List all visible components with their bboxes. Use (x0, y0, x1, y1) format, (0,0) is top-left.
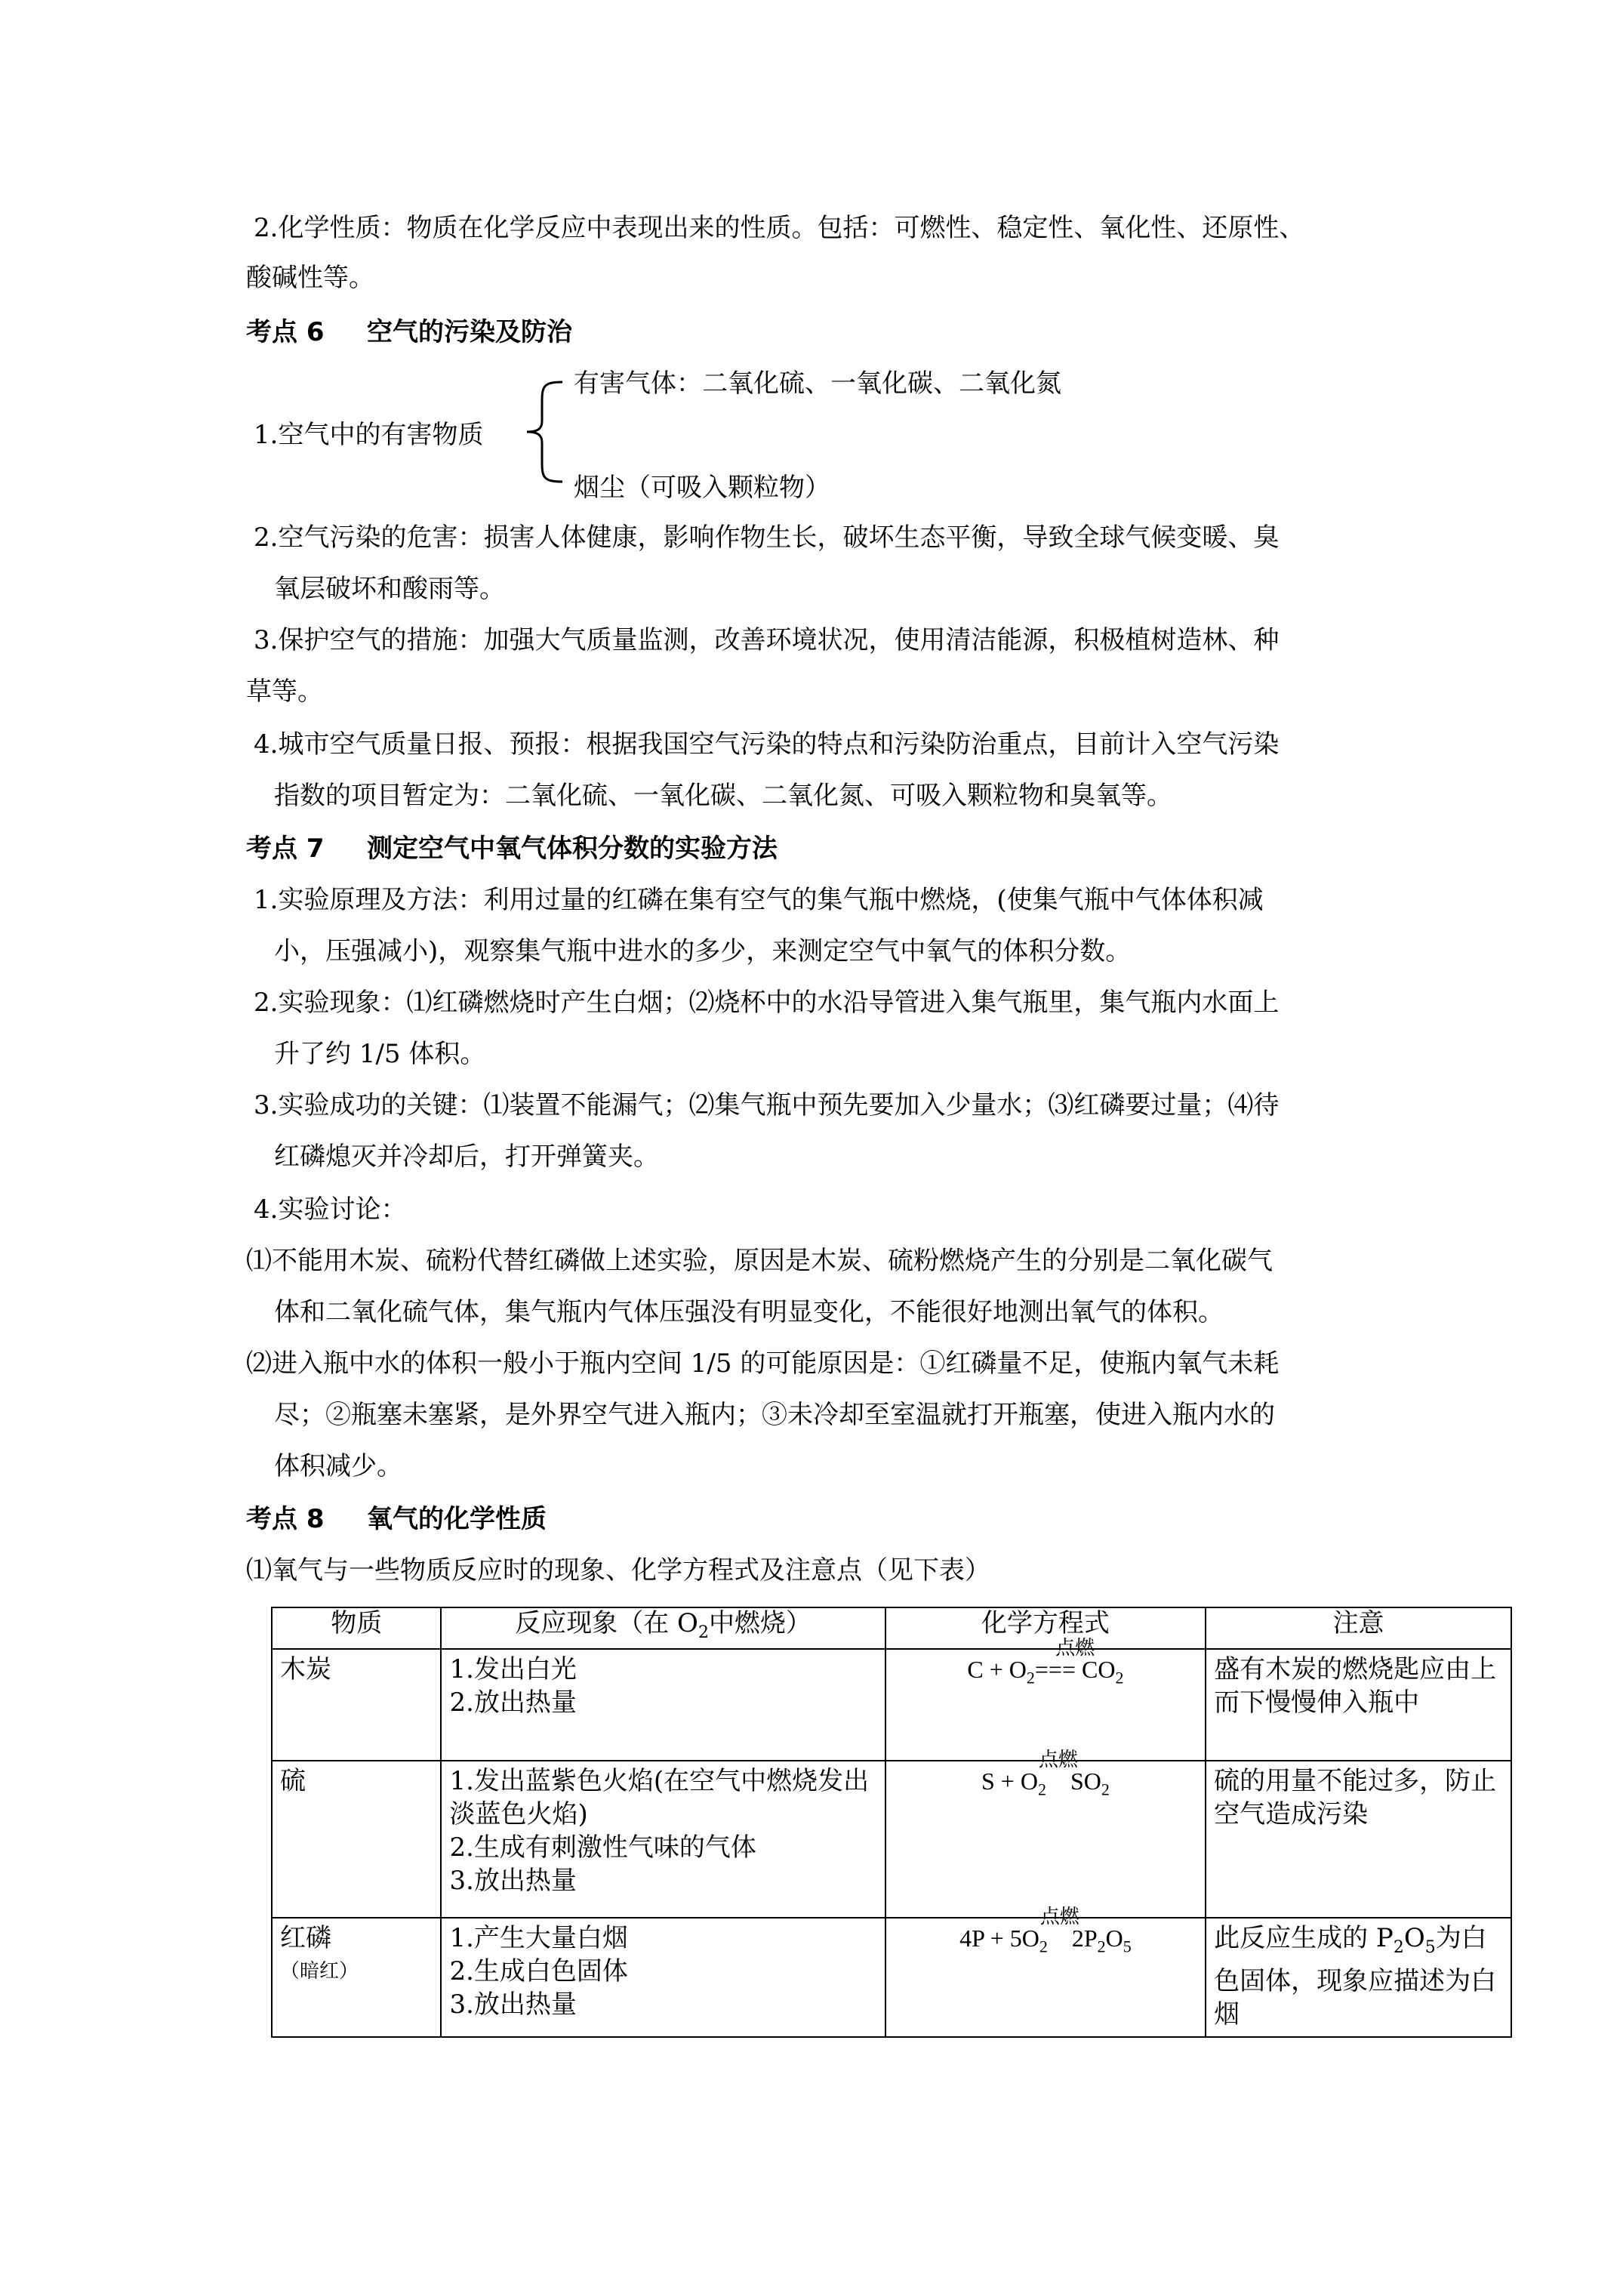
row2-phenomenon-1: 1.发出蓝紫色火焰(在空气中燃烧发出淡蓝色火焰) (449, 1765, 870, 1829)
kp7-d2-line3: 体积减少。 (274, 1451, 402, 1481)
chem-property-line1: 2.化学性质：物质在化学反应中表现出来的性质。包括：可燃性、稳定性、氧化性、还原性、 (254, 213, 1305, 243)
kp7-heading (246, 834, 778, 864)
header-equation: 化学方程式 (885, 1607, 1206, 1649)
kp6-title: 空气的污染及防治 (367, 317, 572, 347)
header-phenomenon: 反应现象（在 $O_2$中燃烧） (441, 1607, 885, 1649)
table-row (272, 1918, 1511, 2037)
dust: 烟尘（可吸入颗粒物） (574, 473, 830, 503)
condition-label: 点燃 (1038, 1748, 1078, 1771)
kp6-p2-line2: 氧层破坏和酸雨等。 (274, 574, 505, 604)
kp6-heading (246, 317, 572, 347)
row1-equation: $C + O_2$ 点燃 === $CO_2$ (885, 1649, 1206, 1761)
row3-substance (272, 1918, 441, 2037)
row1-substance: 木炭 (272, 1649, 441, 1761)
table-header-row (272, 1607, 1511, 1649)
row2-note: 硫的用量不能过多，防止空气造成污染 (1206, 1761, 1511, 1918)
harmful-label: 1.空气中的有害物质 (254, 420, 484, 450)
table-row (272, 1649, 1511, 1761)
kp7-d1-line2: 体和二氧化硫气体，集气瓶内气体压强没有明显变化，不能很好地测出氧气的体积。 (274, 1297, 1224, 1327)
kp6-p4-line2: 指数的项目暂定为：二氧化硫、一氧化碳、二氧化氮、可吸入颗粒物和臭氧等。 (274, 781, 1172, 811)
row2-substance: 硫 (272, 1761, 441, 1918)
kp7-p4: 4.实验讨论： (254, 1194, 407, 1225)
kp8-heading (246, 1504, 547, 1534)
kp7-title: 测定空气中氧气体积分数的实验方法 (367, 834, 778, 864)
kp7-p3-line1: 3.实验成功的关键：⑴装置不能漏气；⑵集气瓶中预先要加入少量水；⑶红磷要过量；⑷待 (254, 1090, 1280, 1120)
kp7-p2-line1: 2.实验现象：⑴红磷燃烧时产生白烟；⑵烧杯中的水沿导管进入集气瓶里，集气瓶内水面上 (254, 988, 1280, 1018)
kp7-p3-line2: 红磷熄灭并冷却后，打开弹簧夹。 (274, 1142, 659, 1172)
row1-note: 盛有木炭的燃烧匙应由上而下慢慢伸入瓶中 (1206, 1649, 1511, 1761)
row3-phenomenon-3: 3.放出热量 (449, 1989, 577, 2020)
row1-phenomenon (441, 1649, 885, 1761)
row2-phenomenon-3: 3.放出热量 (449, 1865, 577, 1896)
row3-phenomenon-2: 2.生成白色固体 (449, 1955, 628, 1986)
kp6-number: 考点 6 (246, 317, 325, 347)
kp8-number: 考点 8 (246, 1504, 325, 1534)
kp8-title: 氧气的化学性质 (367, 1504, 547, 1534)
row3-phenomenon (441, 1918, 885, 2037)
condition-label: 点燃 (1039, 1905, 1079, 1928)
kp7-p1-line1: 1.实验原理及方法：利用过量的红磷在集有空气的集气瓶中燃烧，(使集气瓶中气体体积减 (254, 885, 1264, 915)
kp6-p3-line2: 草等。 (246, 676, 323, 707)
row2-equation: $S + O_2$ 点燃 $SO_2$ (885, 1761, 1206, 1918)
row3-note: 此反应生成的 $P_2O_5$为白色固体，现象应描述为白烟 (1206, 1918, 1511, 2037)
row1-phenomenon-1: 1.发出白光 (449, 1653, 577, 1684)
row3-equation: $4P + 5O_2$ 点燃 $2P_2O_5$ (885, 1918, 1206, 2037)
kp6-p3-line1: 3.保护空气的措施：加强大气质量监测，改善环境状况，使用清洁能源，积极植树造林、种 (254, 625, 1280, 655)
kp6-p4-line1: 4.城市空气质量日报、预报：根据我国空气污染的特点和污染防治重点，目前计入空气污染 (254, 729, 1280, 760)
row2-phenomenon-2: 2.生成有刺激性气味的气体 (449, 1832, 756, 1863)
row3-phenomenon-1: 1.产生大量白烟 (449, 1922, 628, 1953)
kp8-intro: ⑴氧气与一些物质反应时的现象、化学方程式及注意点（见下表） (246, 1555, 990, 1586)
row1-phenomenon-2: 2.放出热量 (449, 1687, 577, 1718)
kp7-d1-line1: ⑴不能用木炭、硫粉代替红磷做上述实验，原因是木炭、硫粉燃烧产生的分别是二氧化碳气 (246, 1246, 1273, 1276)
kp7-d2-line2: 尽；②瓶塞未塞紧，是外界空气进入瓶内；③未冷却至室温就打开瓶塞，使进入瓶内水的 (274, 1400, 1275, 1430)
kp7-p2-line2: 升了约 1/5 体积。 (274, 1039, 486, 1069)
row3-substance-note: （暗红） (280, 1959, 359, 1983)
kp6-p2-line1: 2.空气污染的危害：损害人体健康，影响作物生长，破坏生态平衡，导致全球气候变暖、臭 (254, 522, 1280, 553)
header-substance: 物质 (272, 1607, 441, 1649)
harmful-gas: 有害气体：二氧化硫、一氧化碳、二氧化氮 (574, 368, 1061, 399)
oxygen-reaction-table (271, 1607, 1512, 2038)
condition-label: 点燃 (1055, 1636, 1095, 1659)
curly-brace-icon (521, 379, 566, 485)
kp7-d2-line1: ⑵进入瓶中水的体积一般小于瓶内空间 1/5 的可能原因是：①红磷量不足，使瓶内氧气未耗 (246, 1348, 1280, 1379)
kp7-p1-line2: 小，压强减小)，观察集气瓶中进水的多少，来测定空气中氧气的体积分数。 (274, 936, 1132, 966)
row3-substance-name: 红磷 (280, 1922, 331, 1953)
kp7-number: 考点 7 (246, 834, 325, 864)
header-note: 注意 (1206, 1607, 1511, 1649)
chem-property-line2: 酸碱性等。 (246, 263, 374, 293)
table-row (272, 1761, 1511, 1918)
row2-phenomenon (441, 1761, 885, 1918)
